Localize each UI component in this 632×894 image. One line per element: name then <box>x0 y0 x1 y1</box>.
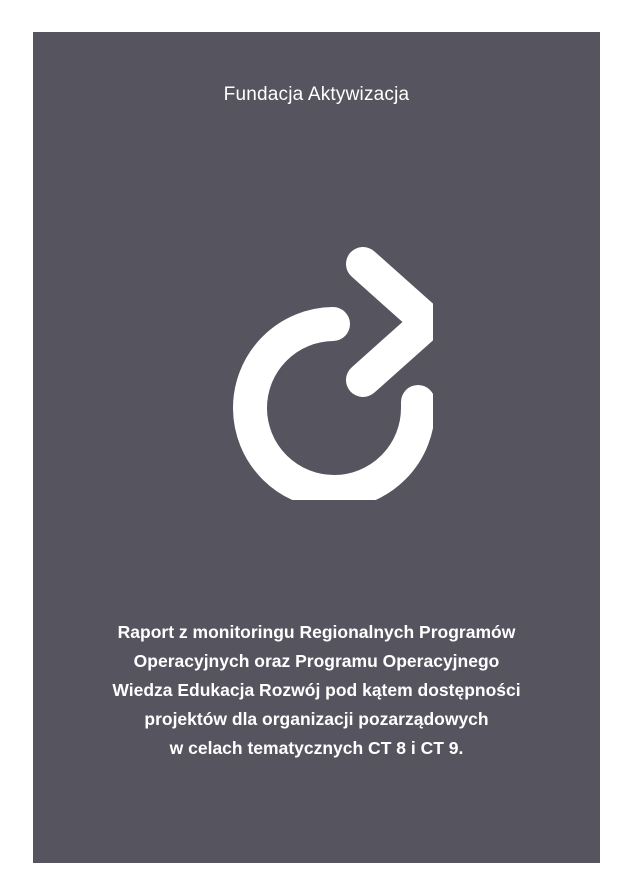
organization-name: Fundacja Aktywizacja <box>223 84 410 105</box>
circular-arrow-icon <box>203 210 433 500</box>
title-line: w celach tematycznych CT 8 i CT 9. <box>169 738 464 758</box>
cover <box>33 32 600 863</box>
title-line: Operacyjnych oraz Programu Operacyjnego <box>133 651 500 671</box>
title-line: Wiedza Edukacja Rozwój pod kątem dostępności <box>112 680 521 700</box>
report-title <box>33 618 600 763</box>
title-line: projektów dla organizacji pozarządowych <box>144 709 489 729</box>
title-line: Raport z monitoringu Regionalnych Programów <box>117 622 516 642</box>
